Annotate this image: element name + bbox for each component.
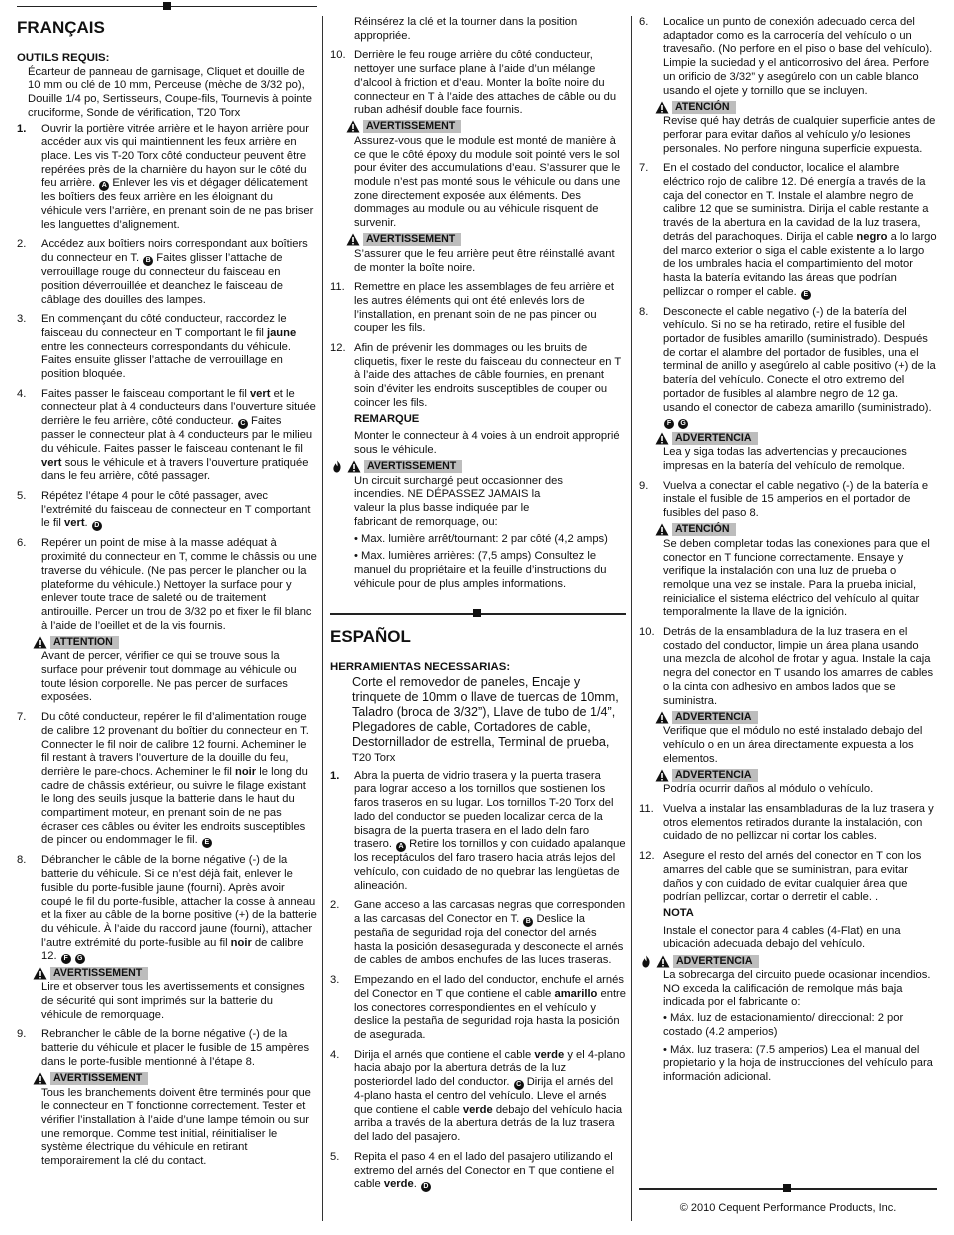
warning-text: Assurez-vous que le module est monté de manière à ce que le côté époxy du module soit pointé vers le sol pour éviter des accumulations d’eau. S’assurer que le module n’est pas monté sous le véhicule ou dans une zone directement exposée aux éléments. Des dommages au module ou au véhicule risquent de survenir. xyxy=(354,134,621,230)
warning-label: AVERTISSEMENT xyxy=(33,1072,317,1086)
footer xyxy=(639,1182,937,1216)
step: 6. Repérer un point de mise à la masse adéquat à proximité du connecteur en T, comme le châssis ou une traverse du véhicule. (Ne pas percer le plancher ou la plateforme du véhicule.) Nettoyer la surface pour y enlever toute trace de saleté ou de traitement antirouille. Percer un trou de 3/32 po et fixer le fil blanc à l’aide de l’oeillet et de la vis fournis. xyxy=(17,537,317,632)
copyright: © 2010 Cequent Performance Products, Inc. xyxy=(679,1202,897,1214)
step: 3. Empezando en el lado del conductor, enchufe el arnés del Conector en T que contiene el cable amarillo entre los conectores correspondientes en el vehículo y deslice la pestaña de seguridad roja hasta la posición de asegurada. xyxy=(330,974,626,1041)
step: 8. Desconecte el cable negativo (-) de la batería del vehículo. Si no se ha retirado, retire el fusible del portador de fusibles amarillo (suministrado). Después de cortar el alambre del portador de fusibles, una el terminal de anillo y asegúrelo al cable positivo (+) de la batería del vehículo. Conecte el otro extremo del portador de fusibles al alambre negro de 12 ga. usando el conector de cabeza amarillo (suministrado). F G xyxy=(639,305,936,428)
step: 12. Asegure el resto del arnés del conector en T con los amarres del cable que se suministran, para evitar daños y con cuidado de evitar cualquier área que podrían pellizcar, cortar o derretir el cable. . xyxy=(639,850,922,904)
callout-d-icon: D xyxy=(92,521,102,531)
callout-a-icon: A xyxy=(396,842,406,852)
step: 1. Ouvrir la portière vitrée arrière et le hayon arrière pour accéder aux vis qui maintiennent les feux arrière en place. Les vis T-20 Torx côté conducteur peuvent être repérées près de la charnière du hayon sur le côté du feu arrière. A Enlever les vis et dégager délicatement les boîtiers des feux arrière en les éloignant du véhicule vers l’arrière, en prenant soin de ne pas briser les languettes d’alignement. xyxy=(17,122,314,231)
step: 12. Afin de prévenir les dommages ou les bruits de cliquetis, fixer le reste du faisceau du connecteur en T à l’aide des attaches de câble fournies, en prenant soin d’éviter les endroits susceptibles de couper ou coincer les fils. xyxy=(330,342,621,409)
callout-e-icon: E xyxy=(801,290,811,300)
callout-d-icon: D xyxy=(421,1182,431,1192)
callout-c-icon: C xyxy=(514,1080,524,1090)
warning-text: Lire et observer tous les avertissements et consignes de sécurité qui sont imprimés sur la batterie du véhicule de remorquage. xyxy=(41,981,305,1021)
callout-a-icon: A xyxy=(99,181,109,191)
step: 9. Vuelva a conectar el cable negativo (-) de la batería e instale el fusible de 15 amperios en el portador de fusibles del paso 8. xyxy=(639,479,929,520)
column-2 xyxy=(330,16,626,1198)
callout-f-icon: F xyxy=(61,954,71,964)
column-1 xyxy=(17,0,317,1175)
step: 10. Detrás de la ensambladura de la luz trasera en el costado del conductor, limpie un área plana usando una mezcla de alcohol de frotar y agua. Instale la caja negra del conector en T usando los amarres de cables o la cinta con adhesivo en ambos lados que se suministra. xyxy=(639,626,934,707)
warning-text: Podría ocurrir daños al módulo o vehículo. xyxy=(663,783,874,796)
bullet-item: • Máx. luz de estacionamiento/ direccional: 2 por costado (4.2 amperios) xyxy=(663,1012,904,1038)
tools-heading: OUTILS REQUIS: xyxy=(17,52,110,64)
warning-label: ADVERTENCIA xyxy=(655,710,937,724)
step: 4. Faites passer le faisceau comportant le fil vert et le connecteur plat à 4 conducteurs dans l’ouverture située derrière le feu arrière, côté conducteur. C Faites passer le connecteur plat à 4 conducteurs par le milieu du véhicule. Faites passer le faisceau contenant le fil vert sous le véhicule et à travers l’ouverture pratiquée dans le feu arrière, côté passager. xyxy=(17,387,316,483)
warning-icon xyxy=(33,636,47,649)
step: 7. Du côté conducteur, repérer le fil d’alimentation rouge de calibre 12 provenant du boîtier du connecteur en T. Connecter le fil noir de calibre 12 fourni. Acheminer le fil restant à travers l’ouverture de la douille du feu, derrière le pare-chocs. Acheminer le fil noir le long du cadre de châssis extérieur, ou suivre le filage existant le long des seuils jusque la batterie dans le haut du compartiment moteur, en prenant soin de ne pas écraser ces câbles ou éviter les endroits susceptibles de pincer ou endommager le fil. E xyxy=(17,711,309,847)
warning-label: ADVERTENCIA xyxy=(655,431,937,445)
warning-label: AVERTISSEMENT xyxy=(330,460,626,474)
bullet-item: • Máx. luz trasera: (7.5 amperios) Lea el manual del propietario y la hoja de instrucciones del vehículo para información adicional. xyxy=(663,1043,933,1083)
step: 4. Dirija el arnés que contiene el cable verde y el 4-plano hacia abajo por la abertura detrás de la luz posteriordel lado del conductor. C Dirija el arnés del 4-plano hasta el centro del vehículo. Lleve el arnés que contiene el cable verde debajo del vehículo hacia arriba a través de la abertura detrás de la luz trasera del lado del pasajero. xyxy=(330,1048,626,1144)
callout-f-icon: F xyxy=(664,419,674,429)
note-text: Monter le connecteur à 4 voies à un endroit approprié sous le véhicule. xyxy=(354,430,620,456)
step: 5. Répétez l’étape 4 pour le côté passager, avec l’extrémité du faisceau de connecteur en T comportant le fil vert. D xyxy=(17,489,311,530)
column-divider xyxy=(631,16,632,1221)
note-heading: NOTA xyxy=(663,906,694,919)
warning-label: ATTENTION xyxy=(33,635,317,649)
warning-icon xyxy=(346,233,360,246)
step: 8. Débrancher le câble de la borne négative (-) de la batterie du véhicule. Si ce n’est déjà fait, enlever le fusible du porte-fusible jaune (fourni). Après avoir coupé le fil du porte-fusible, attacher la cosse à anneau et la fixer au câble de la borne positive (+) de la batterie du véhicule. À l’aide du raccord jaune (fourni), attacher l’autre extrémité du porte-fusible au fil noir de calibre 12. F G xyxy=(17,854,317,963)
warning-text: La sobrecarga del circuito puede ocasionar incendios. NO exceda la calificación de remolque más baja indicada por el fabricante o: xyxy=(663,969,931,1009)
section-rule xyxy=(17,0,317,14)
callout-b-icon: B xyxy=(143,256,153,266)
callout-b-icon: B xyxy=(523,917,533,927)
tools-list: Écarteur de panneau de garnisage, Cliquet et douille de 10 mm ou clé de 10 mm, Perceuse (mèche de 3/32 po), Douille 1/4 po, Sertisseurs, Coupe-fils, Tournevis à pointe cruciforme, Sonde de vérification, T20 Torx xyxy=(28,65,312,119)
warning-icon xyxy=(346,120,360,133)
warning-label: ATENCIÓN xyxy=(655,100,937,114)
step: 5. Repita el paso 4 en el lado del pasajero utilizando el extremo del arnés del Conector en T que contiene el cable verde. D xyxy=(330,1150,615,1191)
warning-label: AVERTISSEMENT xyxy=(33,966,317,980)
step: 2. Gane acceso a las carcasas negras que corresponden a las carcasas del Conector en T. B Deslice la pestaña de seguridad roja del conector del arnés hasta la posición desasegurada y desconecte el arnés de cables de ambos enchufes de las luces traseras. xyxy=(330,899,626,967)
tools-list: Corte el removedor de paneles, Encaje y trinquete de 10mm o llave de tuercas de 10mm, Taladro (broca de 3/32”), Llave de tubo de 1/4”, Plegadores de cable, Cortadores de cable, Destornillador de estrella, Terminal de prueba, xyxy=(352,675,619,750)
step: 3. En commençant du côté conducteur, raccordez le faisceau du connecteur en T comportant le fil jaune entre les connecteurs correspondants du véhicule. Faites ensuite glisser l’attache de verrouillage en position bloquée. xyxy=(17,313,297,381)
warning-icon xyxy=(655,711,669,724)
warning-text: Un circuit surchargé peut occasionner des incendies. NE DÉPASSEZ JAMAIS la valeur la plus basse indiquée par le fabricant de remorquage, ou: xyxy=(354,474,563,528)
warning-text: Revise qué hay detrás de cualquier superficie antes de perforar para evitar daños al vehículo y/o lesiones personales. No perfore ninguna superficie expuesta. xyxy=(663,115,936,155)
section-title-french: FRANÇAIS xyxy=(17,18,105,37)
warning-text-continued: Réinsérez la clé et la tourner dans la position appropriée. xyxy=(354,16,578,42)
section-rule xyxy=(639,1182,937,1196)
section-rule xyxy=(330,607,626,621)
warning-icon xyxy=(33,967,47,980)
step: 6. Localice un punto de conexión adecuado cerca del adaptador como es la carrocería del vehículo o un travesaño. (No perfore en el piso o base del vehículo). Limpie la suciedad y el anticorrosivo del área. Perfore un orificio de 3/32” y asegúrelo con un cable blanco usando el ojete y tornillo que se incluyen. xyxy=(639,16,933,97)
step: 2. Accédez aux boîtiers noirs correspondant aux boîtiers du connecteur en T. B Faites glisser l’attache de verrouillage rouge du connecteur du faisceau en position déverrouillée et deanchez le faisceau de câblage des douilles des lampes. xyxy=(17,238,308,306)
bullet-item: • Max. lumières arrières: (7,5 amps) Consultez le manuel du propriétaire et la feuille d’instructions du véhicule pour de plus amples informations. xyxy=(354,550,607,590)
column-3 xyxy=(639,16,937,1089)
fire-icon xyxy=(639,955,653,968)
step: 1. Abra la puerta de vidrio trasera y la puerta trasera para lograr acceso a los tornillos que sostienen los faros traseros en su lugar. Los tornillos T-20 Torx del lado del conductor se pueden localizar cerca de la bisagra de la puerta trasera en el lado deln faro trasero. A Retire los tornillos y con cuidado apalanque los receptáculos del faro trasero hacia atrás lejos del vehículo, con cuidado de no quebrar las lengüetas de alineación. xyxy=(330,769,626,892)
warning-text: Se deben completar todas las conexiones para que el conector en T funcione correctamente. Ensaye y verifique la instalación con una luz de prueba o remolque una vez se instale. Para la prueba inicial, reinicialice el sistema eléctrico del vehículo al quitar temporalmente la llave de la ignición. xyxy=(663,537,930,619)
step: 11. Vuelva a instalar las ensambladuras de la luz trasera y otros elementos retirados durante la instalación, con cuidado de no pellizcar ni cortar los cables. xyxy=(639,803,934,843)
warning-icon xyxy=(655,523,669,536)
warning-text: S’assurer que le feu arrière peut être réinstallé avant de monter la boîte noire. xyxy=(354,247,615,274)
bullet-item: • Max. lumière arrêt/tournant: 2 par côté (4,2 amps) xyxy=(354,532,608,545)
warning-icon xyxy=(655,769,669,782)
warning-icon xyxy=(655,432,669,445)
warning-label: AVERTISSEMENT xyxy=(346,233,626,247)
warning-label: ADVERTENCIA xyxy=(655,768,937,782)
warning-text: Tous les branchements doivent être terminés pour que le connecteur en T fonctionne correctement. Tester et vérifier l’installation à l’aide d’une lampe témoin ou sur une remorque. Comme test initial, réinitialiser le système électrique du véhicule en retirant temporairement la clé du contact. xyxy=(41,1086,311,1168)
callout-c-icon: C xyxy=(238,419,248,429)
warning-text: Avant de percer, vérifier ce qui se trouve sous la surface pour prévenir tout dommage au véhicule ou toute lésion corporelle. Ne pas percer de surfaces exposées. xyxy=(41,650,297,704)
column-divider xyxy=(322,16,323,1221)
note-text: Instale el conector para 4 cables (4-Flat) en una ubicación adecuada debajo del vehículo. xyxy=(663,924,901,951)
note-heading: REMARQUE xyxy=(354,412,420,425)
fire-icon xyxy=(330,460,344,473)
tools-heading: HERRAMIENTAS NECESSARIAS: xyxy=(330,661,511,674)
warning-label: ADVERTENCIA xyxy=(639,954,937,968)
callout-g-icon: G xyxy=(678,419,688,429)
warning-icon xyxy=(656,955,670,968)
warning-label: AVERTISSEMENT xyxy=(346,120,626,134)
warning-icon xyxy=(655,101,669,114)
tools-list-end: T20 Torx xyxy=(352,752,396,765)
warning-icon xyxy=(33,1072,47,1085)
section-title-spanish: ESPAÑOL xyxy=(330,627,411,647)
callout-g-icon: G xyxy=(75,954,85,964)
warning-text: Verifique que el módulo no esté instalado debajo del vehículo o en un área directamente expuesta a los elementos. xyxy=(663,725,923,765)
warning-text: Lea y siga todas las advertencias y precauciones impresas en la batería del vehículo de remolque. xyxy=(663,446,907,472)
warning-icon xyxy=(347,460,361,473)
step: 9. Rebrancher le câble de la borne négative (-) de la batterie du véhicule et placer le fusible de 15 ampères dans le porte-fusible mentionné à l’étape 8. xyxy=(17,1028,310,1068)
callout-e-icon: E xyxy=(202,838,212,848)
warning-label: ATENCIÓN xyxy=(655,523,937,537)
step: 11. Remettre en place les assemblages de feu arrière et les autres éléments qui ont été enlevés lors de l’installation, en prenant soin de ne pas pincer ou couper les fils. xyxy=(330,281,614,335)
step: 10. Derrière le feu rouge arrière du côté conducteur, nettoyer une surface plane à l’aide d’un mélange d’alcool à friction et d’eau. Monter la boîte noire du connecteur en T à l’aide des attaches de câble ou du ruban adhésif double face fournis. xyxy=(330,49,617,117)
step: 7. En el costado del conductor, localice el alambre eléctrico rojo de calibre 12. Dé energía a través de la caja del conector en T. Instale el alambre negro de calibre 12 que se suministra. Dirija el cable restante a través de la abertura en la cavidad de la luz trasera, detrás del parachoques. Dirija el cable negro a lo largo del marco exterior o siga el cable existente a lo largo de los umbrales hacia el compartimiento del motor hasta la batería evitando las áreas que podrían pellizcar o romper el cable. E xyxy=(639,162,937,298)
